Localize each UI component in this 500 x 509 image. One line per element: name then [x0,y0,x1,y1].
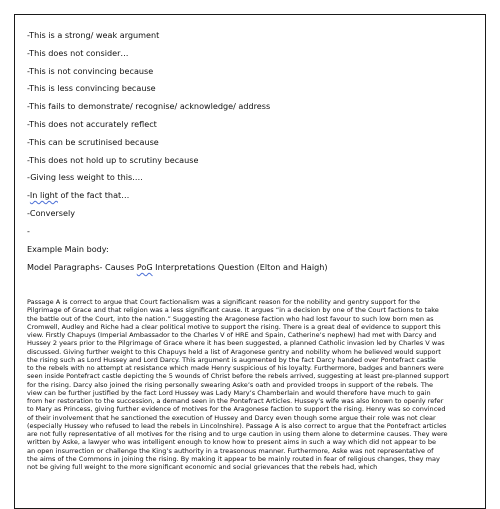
paragraph-line [27,356,479,364]
paragraph-text-run: the aims of the Commons in joining the rising. By making it appear to be mainly routed in fear of religious changes, they may [27,454,440,463]
sentence-starter-item [27,187,270,205]
phrase-text-run: - [27,190,30,201]
paragraph-text-run: faction to support the rising. Henry was so convinced [268,405,446,414]
paragraph-text-run: written by Aske, a lawyer who was intelligent enough to know how to present aims in such a way which did not appear to be [27,438,437,447]
paragraph-text-run: Cromwell, Audley and Riche had a clear political motive to support the rising. There is a great deal of evidence to support this [27,322,441,331]
paragraph-line [27,422,479,430]
paragraph-text-run: held a list of [186,347,231,356]
paragraph-text-run: (Imperial Ambassador to the Charles V of HRE and Spain, Catherine’s nephew) had met with Darcy and [95,331,437,339]
paragraph-text-run: seen inside Pontefract castle depicting the 5 wounds of Christ before the rebels arrived, suggesting at least pre-planned support [27,372,449,381]
sentence-starter-item: - [27,225,30,236]
paragraph-text-run: for the rising. Darcy also joined the rising personally swearing Aske’s oath and provided troops in support of the rebels. The [27,380,434,389]
paragraph-line [27,323,479,331]
sentence-starter-list [27,27,270,241]
paragraph-line [27,389,479,397]
example-main-body-heading: Example Main body: [27,244,109,254]
paragraph-line [27,447,479,455]
paragraph-text-run: faction who had lost favour to such low born men as [259,314,434,323]
sentence-starter-item: -Giving less weight to this…. [27,172,143,183]
paragraph-text-run: the battle out of the Court, into the nation.” Suggesting the [27,314,225,323]
paragraph-text-run: gentry and nobility whom he believed would support [265,347,441,356]
sentence-starter-item: -This does not accurately reflect [27,118,157,129]
paragraph-line [27,315,479,323]
sentence-starter-item: -This fails to demonstrate/ recognise/ acknowledge/ address [27,101,271,112]
model-heading-suffix: Interpretations Question (Elton and Haigh) [152,262,328,272]
paragraph-line [27,381,479,389]
paragraph-text-run: are not fully representative of all motives for the rising and to urge caution in using them alone to determine causes. They were [27,430,448,438]
paragraph-line [27,438,479,446]
paragraph-line [27,430,479,438]
paragraph-text-run: view can be further justified by the fact Lord Hussey was Lady Mary’s Chamberlain and would therefore have much to gain [27,388,431,397]
sentence-starter-item: -This does not hold up to scrutiny because [27,154,199,165]
paragraph-line [27,405,479,413]
paragraph-text-run: Pilgrimage of Grace and that religion was a less significant cause. It argues “in a decision by one of the Court factions to take [27,306,439,315]
paragraph-text-run: from her restoration to the succession, a demand seen in the Pontefract Articles. Hussey’s wife was also known to openly refer [27,397,444,405]
paragraph-line [27,331,479,339]
spellcheck-flagged-word: Aragonese [233,405,269,414]
paragraph-line [27,298,479,306]
paragraph-line [27,364,479,372]
paragraph-line [27,306,479,314]
document-page [14,14,486,509]
paragraph-line [27,414,479,422]
paragraph-line [27,397,479,405]
paragraph-text-run: not be giving full weight to the more significant economic and social grievances that the rebels had, which [27,463,378,471]
paragraph-text-run: to the rebels with no attempt at resistance which made Henry suspicious of his loyalty. Furthermore, badges and banners were [27,364,444,372]
spellcheck-flagged-word: Aragonese [224,314,260,323]
paragraph-line [27,463,479,471]
spellcheck-flagged-word: Aragonese [230,347,266,356]
paragraph-text-run: of their involvement that he sanctioned the execution of Hussey and Darcy even though some argue their role was not clear [27,413,436,422]
sentence-starter-item: -Conversely [27,207,75,218]
spellcheck-flagged-word: In light [29,190,58,201]
paragraph-text-run: the rising such as Lord Hussey and Lord Darcy. This argument is augmented by the fact Darcy handed over Pontefract castle [27,355,436,364]
paragraph-line [27,372,479,380]
paragraph-line [27,455,479,463]
model-heading-prefix: Model Paragraphs- Causes [27,262,137,272]
paragraph-text-run: discussed. Giving further weight to this [27,347,158,356]
paragraph-text-run: an open insurrection or challenge the King’s authority in a treasonous manner. Furthermore, Aske was not representative of [27,446,434,455]
paragraph-text-run: to Mary as Princess, giving further evidence of motives for the [27,405,234,414]
model-paragraphs-heading [27,262,328,272]
sentence-starter-item: -This is not convincing because [27,65,154,76]
model-heading-pog: PoG [136,262,153,272]
paragraph-line [27,348,479,356]
sentence-starter-item: -This is a strong/ weak argument [27,30,160,40]
sentence-starter-item: -This is less convincing because [27,83,156,94]
paragraph-text-run: Passage A is correct to argue that Court factionalism was a significant reason for the nobility and gentry support for the [27,298,420,306]
model-paragraph-text [27,298,479,471]
paragraph-text-run: view. Firstly [27,331,68,339]
paragraph-line [27,339,479,347]
spellcheck-flagged-word: Chapuys [67,331,96,339]
sentence-starter-item: -This can be scrutinised because [27,136,159,147]
sentence-starter-item: -This does not consider… [27,47,129,58]
phrase-text-run: of the fact that… [57,190,130,201]
paragraph-text-run: Hussey 2 years prior to the Pilgrimage of Grace where it has been suggested, a planned Catholic invasion led by Charles V was [27,339,445,348]
spellcheck-flagged-word: Chapuys [157,347,187,356]
paragraph-text-run: (especially Hussey who refused to lead the rebels in Lincolnshire). Passage A is also correct to argue that the Pontefract articles [27,421,447,430]
